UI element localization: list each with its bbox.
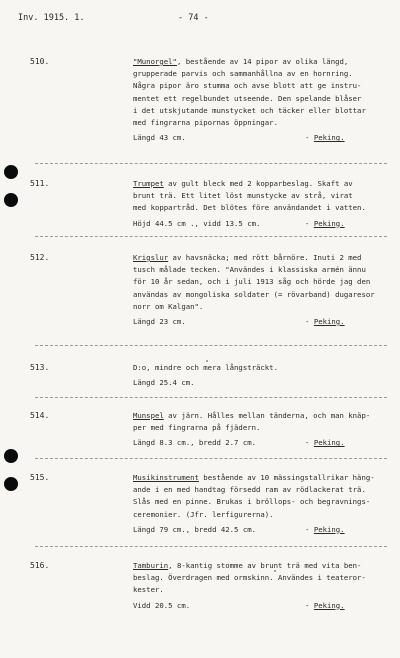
entry-number: 510. xyxy=(30,57,50,66)
separator-line xyxy=(35,163,387,164)
entry-measurement: Längd 79 cm., bredd 42.5 cm. - Peking. xyxy=(133,524,388,536)
entry-measurement: Höjd 44.5 cm ., vidd 13.5 cm. - Peking. xyxy=(133,218,388,230)
entry-number: 515. xyxy=(30,473,50,482)
entry-location: - Peking. xyxy=(305,317,345,327)
separator-line xyxy=(35,546,387,547)
entry-keyword: Munspel xyxy=(133,411,164,420)
entry-description: Krigslur av havsnäcka; med rött bårnöre. Inuti 2 med tusch målade tecken. "Användes i klassiska armén ännu för 10 år sedan, och i juli 1913 såg och hörde jag den användas av mongoliska soldater (= rövarband) dugaresor norr om Kalgan". Längd 23 cm. - Peking. xyxy=(133,252,388,328)
entry-description: D:o, mindre och mera långsträckt. Längd 25.4 cm. xyxy=(133,362,388,389)
entry-description: Musikinstrument bestående av 10 mässingstallrikar häng- ande i en med handtag försedd ram av rödlackerat trä. Slås med en pinne. Brukas i bröllops- och begravnings- ceremonier. (Jfr. lerfigurerna). Längd 79 cm., bredd 42.5 cm. - Peking. xyxy=(133,472,388,536)
entry-measurement: Längd 43 cm. - Peking. xyxy=(133,132,388,144)
punch-hole xyxy=(4,165,18,179)
punch-hole xyxy=(4,193,18,207)
punch-hole xyxy=(4,449,18,463)
entry-number: 512. xyxy=(30,253,50,262)
entry-location: - Peking. xyxy=(305,133,345,143)
entry-location: - Peking. xyxy=(305,524,345,534)
separator-line xyxy=(35,397,387,398)
entry-number: 514. xyxy=(30,411,50,420)
separator-line xyxy=(35,345,387,346)
entry-description: Tamburin, 8-kantig stomme av brunt trä med vita ben- beslag. Överdragen med ormskinn. Användes i teateror- kester. Vidd 20.5 cm. - Peking. xyxy=(133,560,388,612)
entry-number: 516. xyxy=(30,561,50,570)
entry-keyword: Musikinstrument xyxy=(133,473,199,482)
punch-hole xyxy=(4,477,18,491)
entry-number: 513. xyxy=(30,363,50,372)
entry-measurement: Längd 25.4 cm. xyxy=(133,378,195,388)
entry-description: Trumpet av gult bleck med 2 kopparbeslag. Skaft av brunt trä. Ett litet löst munstycke av strå, virat med koppartråd. Det blötes före användandet i vatten. Höjd 44.5 cm ., vidd 13.5 cm. - Peking. xyxy=(133,178,388,230)
entry-keyword: Trumpet xyxy=(133,179,164,188)
page-number: - 74 - xyxy=(178,13,209,23)
entry-keyword: Tamburin xyxy=(133,561,169,570)
entry-description: "Munorgel", bestående av 14 pipor av olika längd, grupperade parvis och sammanhållna av en hornring. Några pipor äro stumma och avse blott att ge instru- mentet ett regelbundet utseende. Den spelande blåser i det utskjutande munstycket och täcker eller blottar med fingrarna pipornas öppningar. Längd 43 cm. - Peking. xyxy=(133,56,388,144)
entry-measurement: Längd 23 cm. - Peking. xyxy=(133,316,388,328)
entry-keyword: "Munorgel" xyxy=(133,57,177,66)
entry-location: - Peking. xyxy=(305,600,345,610)
separator-line xyxy=(35,458,387,459)
entry-location: - Peking. xyxy=(305,218,345,228)
separator-line xyxy=(35,236,387,237)
entry-keyword: Krigslur xyxy=(133,253,169,262)
entry-measurement: Vidd 20.5 cm. - Peking. xyxy=(133,600,388,612)
entry-location: - Peking. xyxy=(305,438,345,448)
entry-number: 511. xyxy=(30,179,50,188)
entry-description: Munspel av järn. Hålles mellan tänderna, och man knäp- per med fingrarna på fjädern. Längd 8.3 cm., bredd 2.7 cm. - Peking. xyxy=(133,410,388,450)
entry-measurement: Längd 8.3 cm., bredd 2.7 cm. - Peking. xyxy=(133,437,388,449)
inventory-header: Inv. 1915. 1. xyxy=(18,13,85,23)
